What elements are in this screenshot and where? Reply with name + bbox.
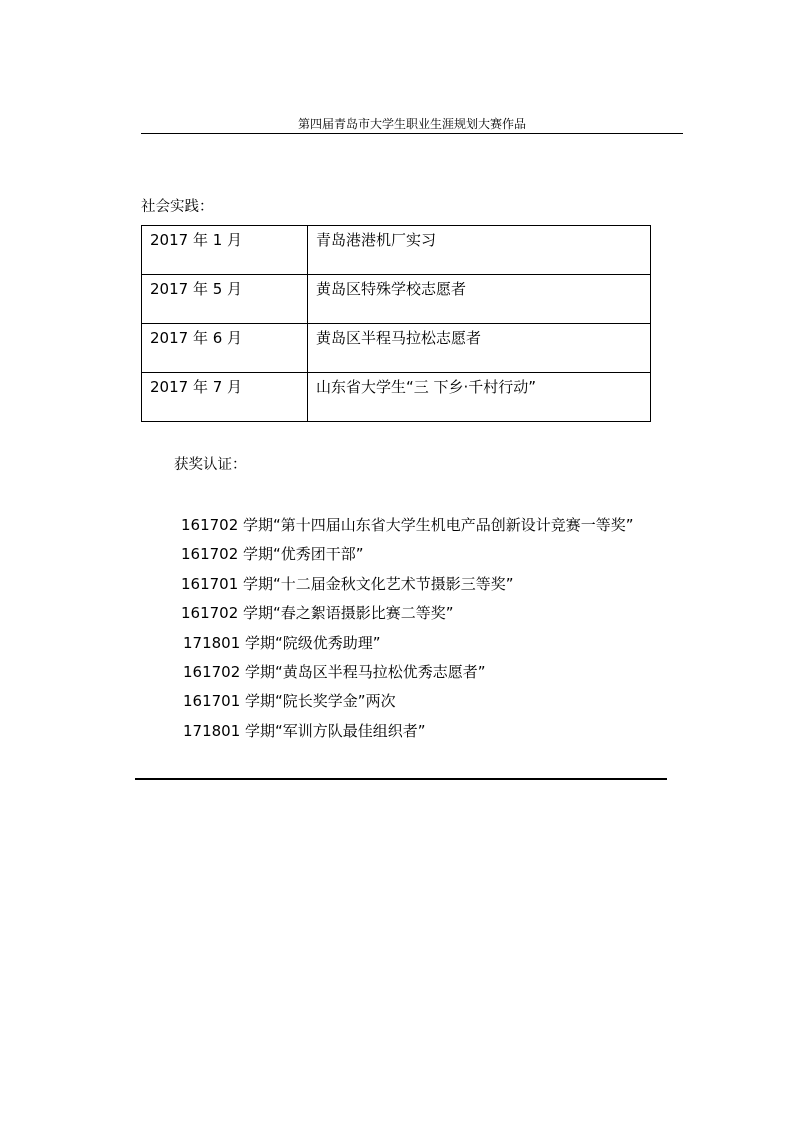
page-header-title: 第四届青岛市大学生职业生涯规划大赛作品 [297,117,526,131]
practice-date: 2017 年 1 月 [142,226,308,275]
award-item: 161702 学期“春之絮语摄影比赛二等奖” [181,604,454,623]
practice-activity: 黄岛区半程马拉松志愿者 [308,324,651,373]
award-item: 161702 学期“黄岛区半程马拉松优秀志愿者” [183,663,486,682]
practice-date: 2017 年 5 月 [142,275,308,324]
practice-date: 2017 年 6 月 [142,324,308,373]
award-item: 161702 学期“优秀团干部” [181,545,364,564]
table-row [142,324,651,373]
practice-date: 2017 年 7 月 [142,373,308,422]
award-item: 161701 学期“十二届金秋文化艺术节摄影三等奖” [181,574,514,593]
practice-activity: 山东省大学生“三 下乡·千村行动” [308,373,651,422]
table-row [142,226,651,275]
award-item: 161702 学期“第十四届山东省大学生机电产品创新设计竞赛一等奖” [181,516,634,534]
practice-activity: 青岛港港机厂实习 [308,226,651,275]
practice-activity: 黄岛区特殊学校志愿者 [308,275,651,324]
award-item: 171801 学期“军训方队最佳组织者” [183,721,426,740]
awards-section-title: 获奖认证： [174,457,247,473]
header-divider [141,133,683,134]
awards-list [181,511,634,746]
award-item: 171801 学期“院级优秀助理” [183,633,381,652]
practice-section-title: 社会实践： [141,199,214,215]
award-item: 161701 学期“院长奖学金”两次 [183,692,396,711]
table-row [142,275,651,324]
footer-divider [135,778,667,780]
table-row [142,373,651,422]
practice-table [141,225,651,422]
